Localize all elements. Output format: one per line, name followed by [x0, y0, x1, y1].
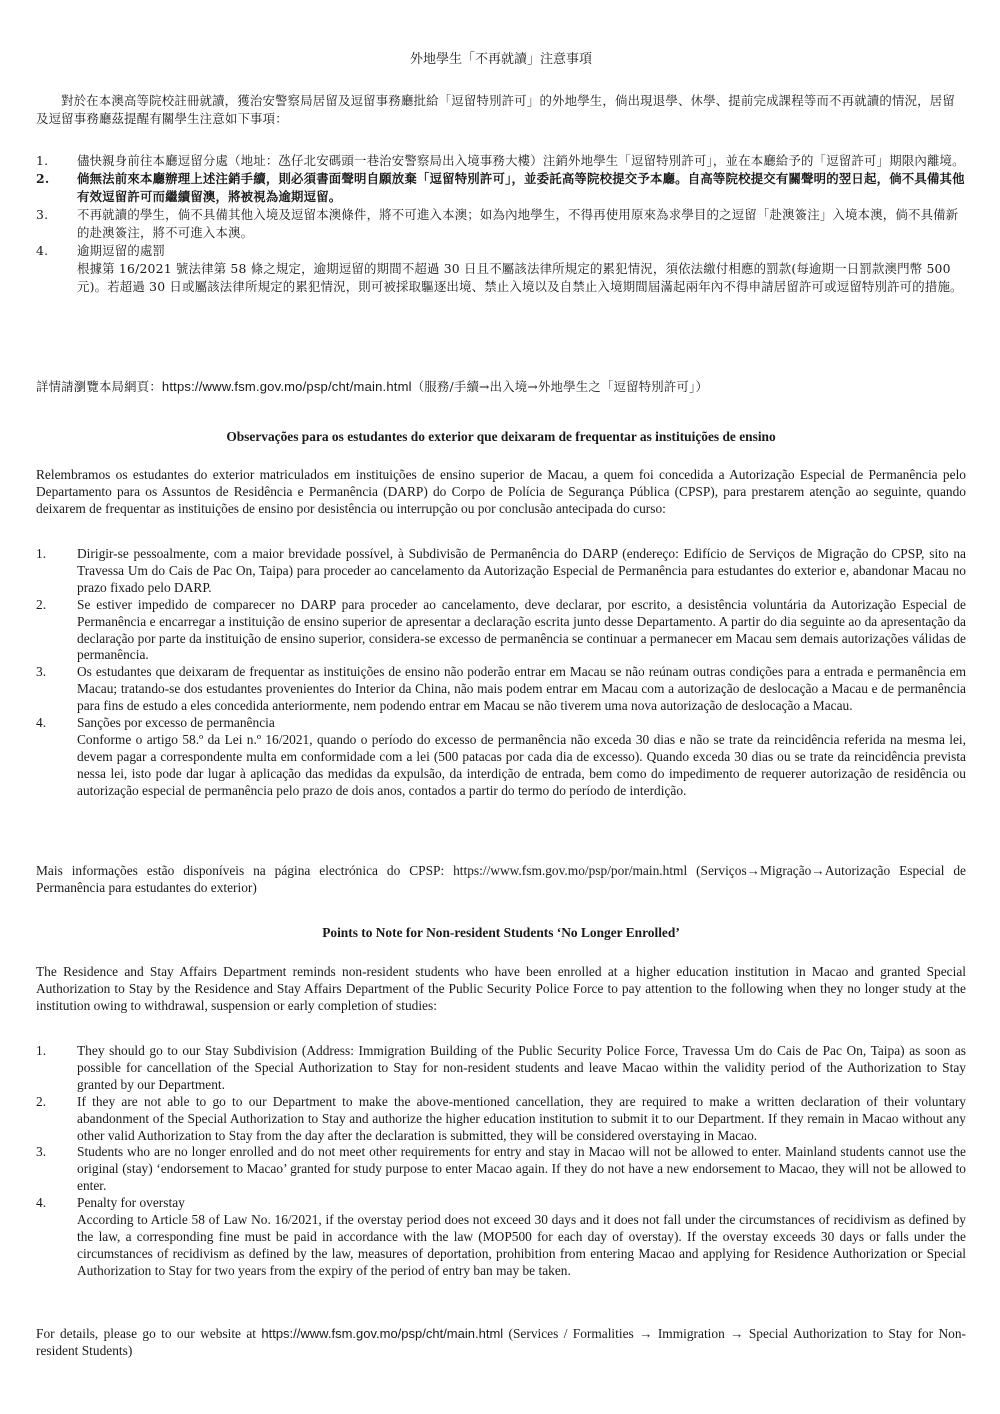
pt-list	[36, 546, 966, 800]
list-item	[36, 715, 966, 800]
item-text: Se estiver impedido de comparecer no DARP para proceder ao cancelamento, deve declarar, por escrito, a desistência voluntária da Autorização Especial de Permanência e encarregar a instituição de ensino superior de apresentar a declaração escrita junto desse Departamento. A partir do dia seguinte ao da apresentação da declaração por parte da instituição de ensino superior, considera-se excesso de permanência se continuar a permanecer em Macau sem demais autorizações válidas de permanência.	[77, 596, 966, 663]
list-item	[36, 170, 966, 206]
zh-title: 外地學生「不再就讀」注意事項	[409, 52, 592, 67]
zh-list	[36, 152, 966, 296]
list-item	[36, 1043, 966, 1094]
list-item	[36, 597, 966, 665]
item-number: 1.	[36, 546, 47, 561]
item-number: 1.	[36, 153, 49, 168]
list-item	[36, 206, 966, 242]
item-text: They should go to our Stay Subdivision (Address: Immigration Building of the Public Security Police Force, Travessa Um do Cais de Pac On, Taipa) as soon as possible for cancellation of the Special Authorization to Stay for non-resident students and leave Macao within the validity period of the Authorization to Stay granted by our Department.	[77, 1043, 966, 1092]
en-more-suffix: (Services / Formalities → Immigration → Special Authorization to Stay for Non-resident Students)	[36, 1326, 966, 1358]
item-number: 3.	[36, 1144, 47, 1160]
list-item	[36, 1094, 966, 1145]
en-list	[36, 1043, 966, 1280]
item-number: 4.	[36, 1195, 47, 1211]
en-more-info	[36, 1326, 966, 1360]
item-heading: 逾期逗留的處罰	[77, 243, 166, 258]
item-text: 根據第 16/2021 號法律第 58 條之規定，逾期逗留的期間不超過 30 日且不屬該法律所規定的累犯情況，須依法繳付相應的罰款(每逾期一日罰款澳門幣 500 元)。若超過 30 日或屬該法律所規定的累犯情況，則可被採取驅逐出境、禁止入境以及自禁止入境期間屆滿起兩年內不得申請居留許可或逗留特別許可的措施。	[77, 261, 963, 294]
item-text: 儘快親身前往本廳逗留分處（地址：氹仔北安碼頭一巷治安警察局出入境事務大樓）注銷外地學生「逗留特別許可」，並在本廳給予的「逗留許可」期限內離境。	[77, 153, 965, 168]
item-text: If they are not able to go to our Department to make the above-mentioned cancellation, they are required to make a written declaration of their voluntary abandonment of the Special Authorization to Stay and authorize the higher education institution to submit it to our Department. If they remain in Macao without any other valid Authorization to Stay from the day after the declaration is submitted, they will be considered overstaying in Macao.	[77, 1093, 966, 1143]
item-number: 4.	[36, 715, 47, 731]
list-item	[36, 546, 966, 597]
en-website-link[interactable]: https://www.fsm.gov.mo/psp/cht/main.html	[261, 1326, 504, 1341]
zh-more-suffix: （服務/手續→出入境→外地學生之「逗留特別許可」）	[411, 379, 709, 394]
item-text: 不再就讀的學生，倘不具備其他入境及逗留本澳條件，將不可進入本澳；如為內地學生，不得再使用原來為求學目的之逗留「赴澳簽注」入境本澳，倘不具備新的赴澳簽注，將不可進入本澳。	[77, 207, 959, 240]
en-title: Points to Note for Non-resident Students ‘No Longer Enrolled’	[322, 925, 680, 940]
en-intro: The Residence and Stay Affairs Department reminds non-resident students who have been enrolled at a higher education institution in Macao and granted Special Authorization to Stay by the Residence and Stay Affairs Department of the Public Security Police Force to pay attention to the following when they no longer study at the institution owing to withdrawal, suspension or early completion of studies:	[36, 964, 966, 1013]
item-number: 3.	[36, 207, 49, 222]
item-text: Dirigir-se pessoalmente, com a maior brevidade possível, à Subdivisão de Permanência do DARP (endereço: Edifício de Serviços de Migração do CPSP, sito na Travessa Um do Cais de Pac On, Taipa) para proceder ao cancelamento da Autorização Especial de Permanência para estudantes do exterior e, abandonar Macau no prazo fixado pelo DARP.	[77, 546, 966, 595]
pt-intro: Relembramos os estudantes do exterior matriculados em instituições de ensino superior de Macau, a quem foi concedida a Autorização Especial de Permanência pelo Departamento para os Assuntos de Residência e Permanência (DARP) do Corpo de Polícia de Segurança Pública (CPSP), para prestarem atenção ao seguinte, quando deixarem de frequentar as instituições de ensino por desistência ou interrupção ou por conclusão antecipada do curso:	[36, 467, 966, 516]
en-more-prefix: For details, please go to our website at	[36, 1326, 262, 1341]
zh-more-prefix: 詳情請瀏覽本局網頁：	[36, 379, 162, 394]
item-number: 2.	[36, 1093, 47, 1109]
item-text: Students who are no longer enrolled and do not meet other requirements for entry and stay in Macao will not be allowed to enter. Mainland students cannot use the original (stay) ‘endorsement to Macao’ granted for study purpose to enter Macao again. If they do not have a new endorsement to Macao, they will not be allowed to enter.	[77, 1144, 966, 1194]
item-number: 1.	[36, 1043, 47, 1058]
zh-more-info	[36, 378, 966, 396]
item-heading: Penalty for overstay	[77, 1195, 185, 1211]
list-item	[36, 1195, 966, 1280]
pt-title: Observações para os estudantes do exterior que deixaram de frequentar as instituições de ensino	[226, 429, 776, 444]
item-text: Os estudantes que deixaram de frequentar as instituições de ensino não poderão entrar em Macau se não reúnam outras condições para a entrada e permanência em Macau; tratando-se dos estudantes provenientes do Interior da China, não mais podem entrar em Macau com a autorização de deslocação a Macau e de permanência para fins de estudo a eles concedida anteriormente, nem podendo entrar em Macau se não tiverem uma nova autorização de deslocação a Macau.	[77, 664, 966, 714]
item-text: 倘無法前來本廳辦理上述注銷手續，則必須書面聲明自願放棄「逗留特別許可」，並委託高等院校提交予本廳。自高等院校提交有關聲明的翌日起，倘不具備其他有效逗留許可而繼續留澳，將被視為逾期逗留。	[77, 171, 965, 204]
item-heading: Sanções por excesso de permanência	[77, 715, 275, 731]
item-text: According to Article 58 of Law No. 16/2021, if the overstay period does not exceed 30 days and it does not fall under the circumstances of recidivism as defined by the law, a corresponding fine must be paid in accordance with the law (MOP500 for each day of overstay). If the overstay exceeds 30 days or falls under the circumstances of recidivism as defined by the law, measures of deportation, prohibition from entering Macao and applying for Residence Authorization or Special Authorization to Stay for two years from the expiry of the period of entry ban may be taken.	[77, 1212, 966, 1278]
item-number: 2.	[36, 171, 50, 186]
item-number: 2.	[36, 596, 47, 612]
list-item	[36, 1144, 966, 1195]
zh-website-link[interactable]: https://www.fsm.gov.mo/psp/cht/main.html	[161, 379, 412, 394]
pt-more-info: Mais informações estão disponíveis na página electrónica do CPSP: https://www.fsm.gov.mo/psp/por/main.html (Serviços→Migração→Autorização Especial de Permanência para estudantes do exterior)	[36, 863, 966, 895]
item-number: 4.	[36, 243, 49, 258]
item-number: 3.	[36, 664, 47, 680]
list-item	[36, 664, 966, 715]
list-item	[36, 242, 966, 296]
list-item	[36, 152, 966, 170]
zh-intro: 對於在本澳高等院校註冊就讀，獲治安警察局居留及逗留事務廳批給「逗留特別許可」的外地學生，倘出現退學、休學、提前完成課程等而不再就讀的情況，居留及逗留事務廳茲提醒有關學生注意如下事項：	[36, 93, 955, 126]
item-text: Conforme o artigo 58.º da Lei n.º 16/2021, quando o período do excesso de permanência não exceda 30 dias e não se trate da reincidência referida na mesma lei, devem pagar a correspondente multa em conformidade com a lei (500 patacas por cada dia de excesso). Quando exceda 30 dias ou se trate da reincidência prevista nessa lei, isto pode dar lugar à aplicação das medidas da expulsão, da interdição de entrada, bem como do impedimento de requerer autorização de residência ou autorização especial de permanência pelo prazo de dois anos, contados a partir do termo do período de interdição.	[77, 731, 966, 798]
